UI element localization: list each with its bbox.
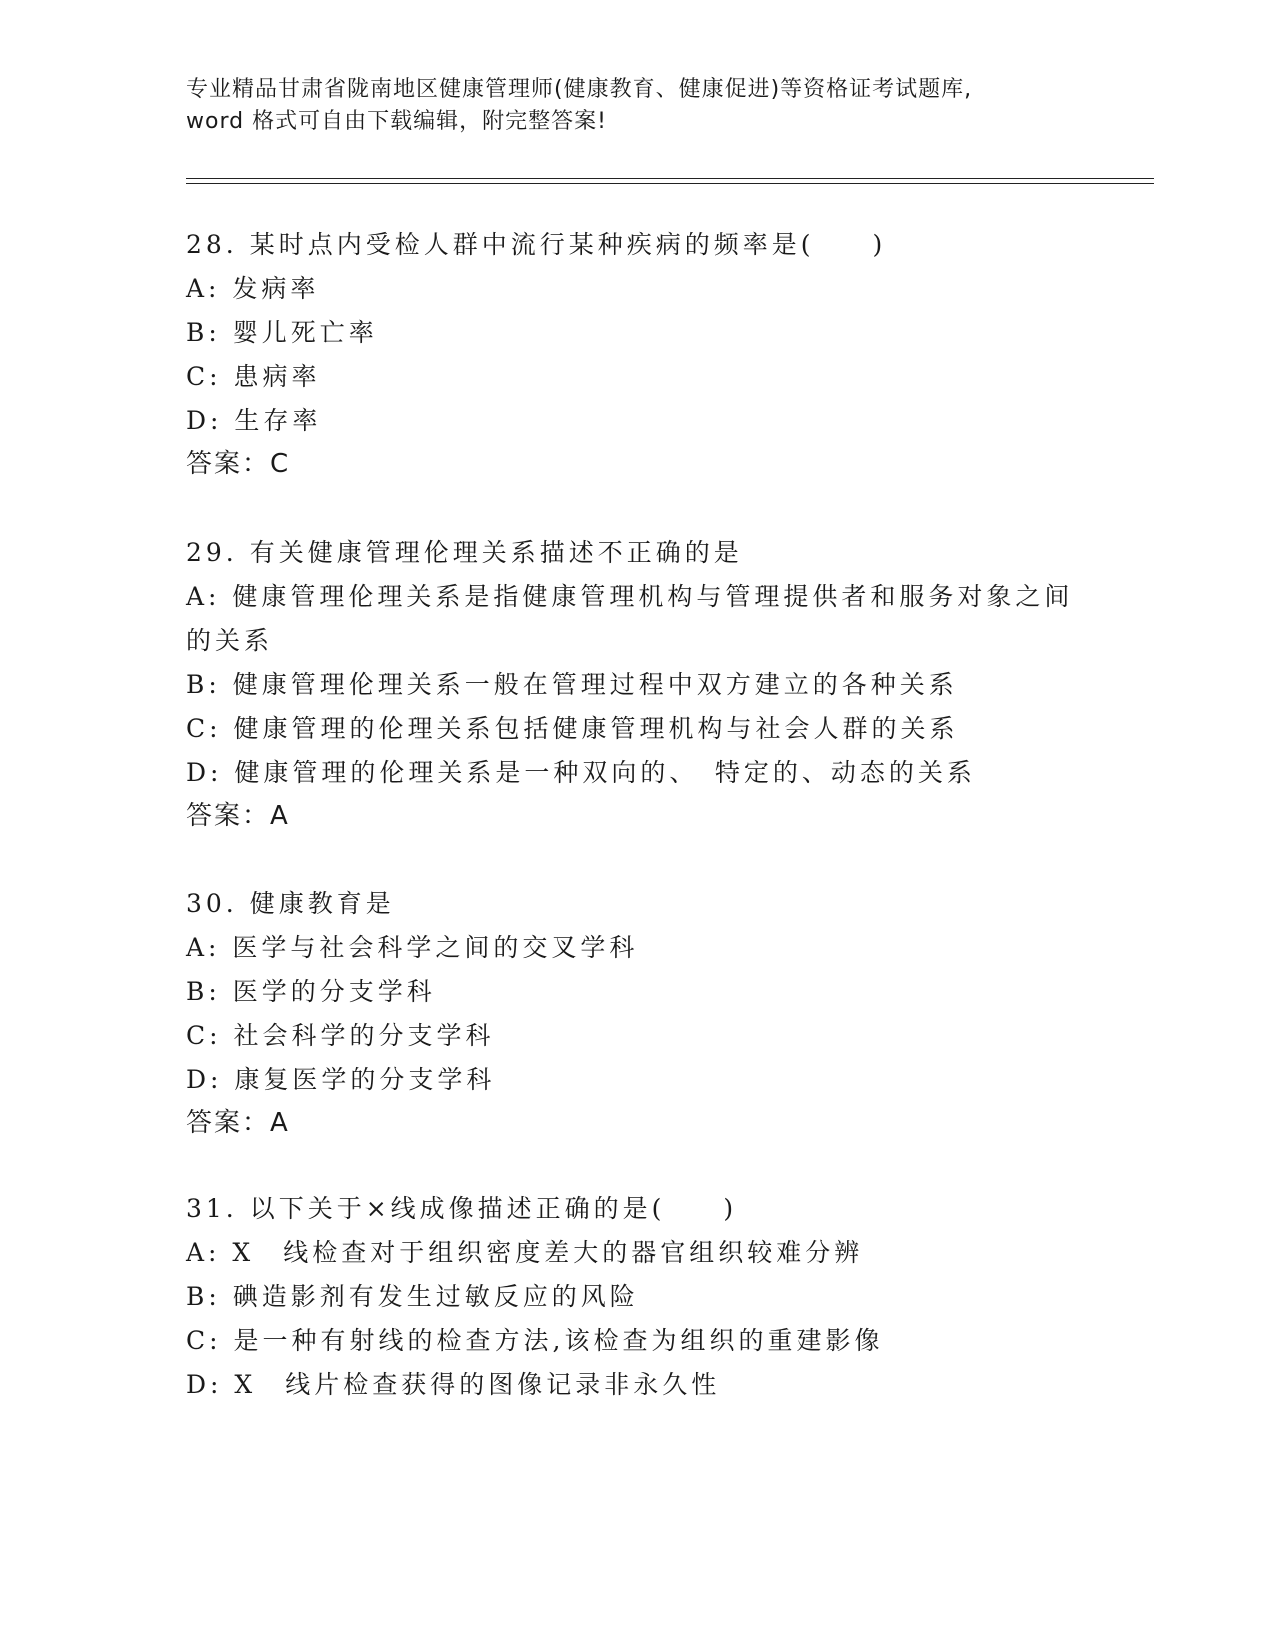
header-divider-top: [186, 178, 1154, 179]
question-28-option-d: D: 生存率: [186, 406, 322, 435]
question-28-option-c: C: 患病率: [186, 362, 321, 391]
question-31-option-a: A: X 线检查对于组织密度差大的器官组织较难分辨: [186, 1238, 864, 1267]
question-29-option-c: C: 健康管理的伦理关系包括健康管理机构与社会人群的关系: [186, 714, 959, 743]
question-31-option-b: B: 碘造影剂有发生过敏反应的风险: [186, 1282, 639, 1311]
question-28-answer: 答案：C: [186, 449, 291, 479]
question-30-option-c: C: 社会科学的分支学科: [186, 1021, 495, 1050]
question-31-option-d: D: X 线片检查获得的图像记录非永久性: [186, 1370, 721, 1399]
question-30-answer: 答案：A: [186, 1108, 290, 1138]
document-header-line-1: 专业精品甘肃省陇南地区健康管理师(健康教育、健康促进)等资格证考试题库,: [186, 77, 973, 102]
question-29-option-a: A: 健康管理伦理关系是指健康管理机构与管理提供者和服务对象之间: [186, 582, 1074, 611]
document-header-line-2: word 格式可自由下载编辑，附完整答案!: [186, 109, 607, 134]
question-31-stem: 31. 以下关于×线成像描述正确的是( ): [186, 1194, 738, 1223]
question-28-option-a: A: 发病率: [186, 274, 320, 303]
question-28-stem: 28. 某时点内受检人群中流行某种疾病的频率是( ): [186, 230, 887, 259]
question-29-option-d: D: 健康管理的伦理关系是一种双向的、 特定的、动态的关系: [186, 758, 976, 787]
question-29-option-a-continued: 的关系: [186, 626, 274, 655]
question-29-option-b: B: 健康管理伦理关系一般在管理过程中双方建立的各种关系: [186, 670, 958, 699]
question-30-stem: 30. 健康教育是: [186, 889, 395, 918]
question-30-option-b: B: 医学的分支学科: [186, 977, 436, 1006]
header-divider-bottom: [186, 183, 1154, 184]
question-29-answer: 答案：A: [186, 801, 290, 831]
question-30-option-d: D: 康复医学的分支学科: [186, 1065, 496, 1094]
question-30-option-a: A: 医学与社会科学之间的交叉学科: [186, 933, 639, 962]
question-28-option-b: B: 婴儿死亡率: [186, 318, 378, 347]
question-29-stem: 29. 有关健康管理伦理关系描述不正确的是: [186, 538, 743, 567]
question-31-option-c: C: 是一种有射线的检查方法,该检查为组织的重建影像: [186, 1326, 884, 1355]
